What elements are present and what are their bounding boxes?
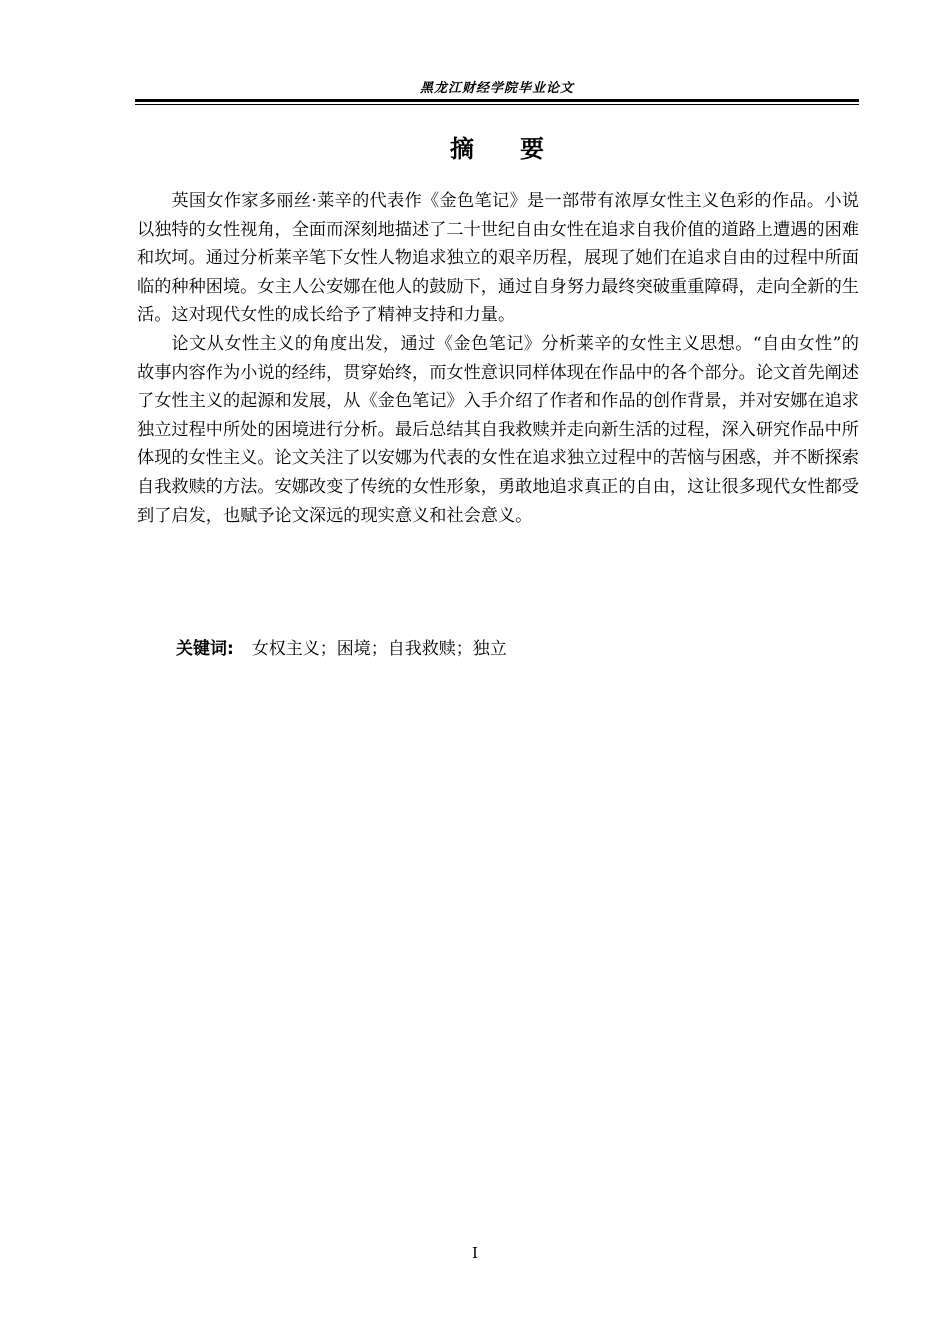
abstract-title-char-2: 要 (520, 134, 544, 163)
abstract-paragraph-2: 论文从女性主义的角度出发，通过《金色笔记》分析莱辛的女性主义思想。“自由女性”的故事内容作为小说的经纬，贯穿始终，而女性意识同样体现在作品中的各个部分。论文首先阐述了女性主义的起源和发展，从《金色笔记》入手介绍了作者和作品的创作背景，并对安娜在追求独立过程中所处的困境进行分析。最后总结其自我救赎并走向新生活的过程，深入研究作品中所体现的女性主义。论文关注了以安娜为代表的女性在追求独立过程中的苦恼与困惑，并不断探索自我救赎的方法。安娜改变了传统的女性形象，勇敢地追求真正的自由，这让很多现代女性都受到了启发，也赋予论文深远的现实意义和社会意义。 (137, 333, 859, 526)
keywords-line (176, 635, 507, 663)
page-number: I (472, 1244, 478, 1262)
keywords-list: 女权主义；困境；自我救赎；独立 (251, 639, 507, 659)
abstract-title (135, 132, 859, 166)
header-rule-thin (135, 104, 859, 105)
header-rule-thick (135, 99, 859, 102)
keywords-label: 关键词: (176, 639, 234, 659)
abstract-title-char-1: 摘 (450, 134, 474, 163)
abstract-paragraph-1: 英国女作家多丽丝·莱辛的代表作《金色笔记》是一部带有浓厚女性主义色彩的作品。小说以独特的女性视角，全面而深刻地描述了二十世纪自由女性在追求自我价值的道路上遭遇的困难和坎坷。通过分析莱辛笔下女性人物追求独立的艰辛历程，展现了她们在追求自由的过程中所面临的种种困境。女主人公安娜在他人的鼓励下，通过自身努力最终突破重重障碍，走向全新的生活。这对现代女性的成长给予了精神支持和力量。 (137, 191, 859, 326)
running-header: 黑龙江财经学院毕业论文 (419, 81, 574, 96)
abstract-body (137, 187, 859, 530)
